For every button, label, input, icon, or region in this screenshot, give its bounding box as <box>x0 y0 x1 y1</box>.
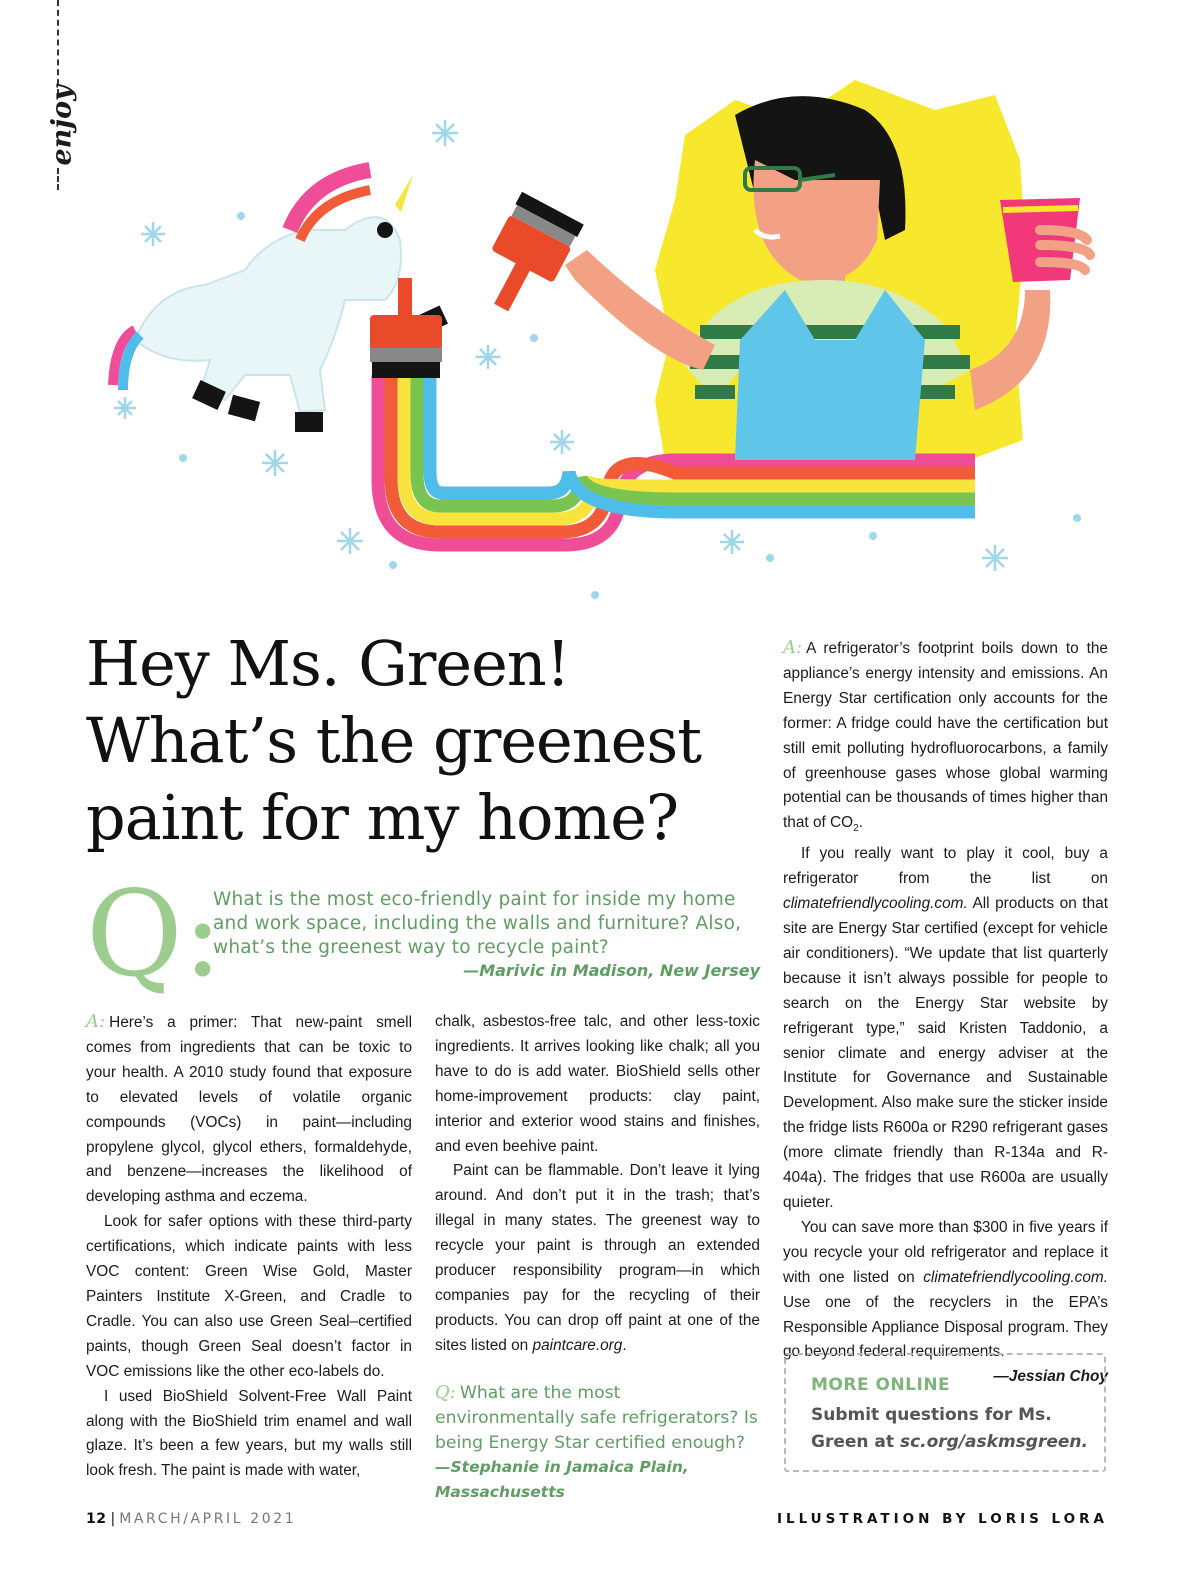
headline-line-3: paint for my home? <box>86 781 679 854</box>
paintcare-link[interactable]: paintcare.org <box>532 1336 623 1354</box>
illustration-credit: ILLUSTRATION BY LORIS LORA <box>776 1511 1108 1527</box>
more-online-body <box>811 1402 1091 1456</box>
more-online-box <box>784 1353 1106 1472</box>
question-1-attribution: —Marivic in Madison, New Jersey <box>463 961 760 980</box>
divider <box>57 168 59 190</box>
answer-2-paragraph-1: A refrigerator’s footprint boils down to the appliance’s energy intensity and emissions. An Energy Star certification only accounts for the former: A fridge could have the certification but still emit polluting hydrofluorocarbons, a family of greenhouse gases whose global warming potential can be thousands of times higher than that of CO <box>783 640 1108 832</box>
answer-2-column <box>783 636 1108 1390</box>
issue-date: MARCH/APRIL 2021 <box>119 1511 297 1527</box>
illustration-ms-green-painting <box>95 40 1105 600</box>
headline-line-1: Hey Ms. Green! <box>86 627 570 700</box>
more-online-title: MORE ONLINE <box>811 1375 951 1395</box>
answer-2-paragraph-3a: You can save more than $300 in five years if you recycle your old refrigerator and replace it with one listed on <box>783 1218 1108 1286</box>
question-2-attribution: —Stephanie in Jamaica Plain, Massachusetts <box>435 1458 689 1502</box>
period: . <box>858 814 863 832</box>
q-mark: Q: <box>435 1381 456 1403</box>
q-mark-icon <box>86 865 223 1003</box>
subscript-2: 2 <box>853 823 859 835</box>
period: . <box>622 1336 627 1354</box>
question-1-text: What is the most eco-friendly paint for inside my home and work space, including the walls and furniture? Also, what’s the greenest way to recycle paint? <box>213 889 742 958</box>
question-2-text: What are the most environmentally safe refrigerators? Is being Energy Star certified enough? <box>435 1382 758 1453</box>
paintbrush-woman <box>469 192 583 324</box>
answer-mark: A: <box>86 1011 106 1032</box>
footer-folio <box>86 1511 296 1527</box>
author-signoff: —Jessian Choy <box>993 1368 1108 1386</box>
answer-2-paragraph-2b: All products on that site are Energy Star certified (except for vehicle air conditioners). “We update that list quarterly because it isn’t always possible for people to search on the Energy Star website by refrigerant type,” said Kristen Taddonio, a senior climate and energy adviser at the Institute for Governance and Sustainable Development. Also make sure the sticker inside the fridge lists R600a or R290 refrigerant gases (more climate friendly than R-134a and R-404a). The fridges that use R600a are usually quieter. <box>783 895 1108 1212</box>
divider <box>57 0 59 95</box>
answer-2-paragraph-2a: If you really want to play it cool, buy a refrigerator from the list on <box>783 845 1108 888</box>
answer-1-column-2 <box>435 1010 760 1505</box>
page-number: 12 <box>86 1511 107 1527</box>
q-mark-letter: Q: <box>86 865 223 1003</box>
climatefriendlycooling-link[interactable]: climatefriendlycooling.com. <box>923 1268 1108 1286</box>
answer-1-column-1 <box>86 1010 412 1484</box>
askmsgreen-link[interactable]: sc.org/askmsgreen. <box>899 1432 1088 1452</box>
section-tab <box>38 0 78 190</box>
answer-1-paragraph-2: Look for safer options with these third-party certifications, which indicate paints with less VOC content: Green Wise Gold, Master Painters Institute X-Green, and Cradle to Cradle. You can also use Green Seal–certified paints, though Green Seal doesn’t factor in VOC emissions like the other eco-labels do. <box>86 1213 412 1380</box>
answer-1-paragraph-3: I used BioShield Solvent-Free Wall Paint along with the BioShield trim enamel and wall glaze. It’s been a few years, but my walls still look fresh. The paint is made with water, <box>86 1387 412 1480</box>
section-label: enjoy <box>46 85 78 166</box>
more-online-text: Submit questions for Ms. Green at <box>811 1405 1052 1452</box>
answer-1-paragraph-4: Paint can be flammable. Don’t leave it lying around. And don’t put it in the trash; that’s illegal in many states. The greenest way to recycle your paint is through an extended producer responsibility program—in which companies pay for the recycling of their products. You can drop off paint at one of the sites listed on <box>435 1162 760 1354</box>
answer-2-paragraph-3b: Use one of the recyclers in the EPA’s Responsible Appliance Disposal program. They go beyond federal requirements. <box>783 1293 1108 1361</box>
headline <box>86 625 726 856</box>
separator: | <box>110 1511 116 1527</box>
question-2 <box>435 1381 760 1506</box>
climatefriendlycooling-link[interactable]: climatefriendlycooling.com. <box>783 895 968 913</box>
answer-mark: A: <box>783 637 803 658</box>
answer-1-paragraph-3-continued: chalk, asbestos-free talc, and other less-toxic ingredients. It arrives looking like chalk; all you have to do is add water. BioShield sells other home-improvement products: clay paint, interior and exterior wood stains and finishes, and even beehive paint. <box>435 1013 760 1155</box>
question-1 <box>86 865 762 1003</box>
headline-line-2: What’s the greenest <box>86 704 702 777</box>
answer-1-paragraph-1: Here’s a primer: That new-paint smell comes from ingredients that can be toxic to your health. A 2010 study found that exposure to elevated levels of volatile organic compounds (VOCs) in paint—including propylene glycol, glycol ethers, formaldehyde, and benzene—increases the likelihood of developing asthma and eczema. <box>86 1014 412 1206</box>
